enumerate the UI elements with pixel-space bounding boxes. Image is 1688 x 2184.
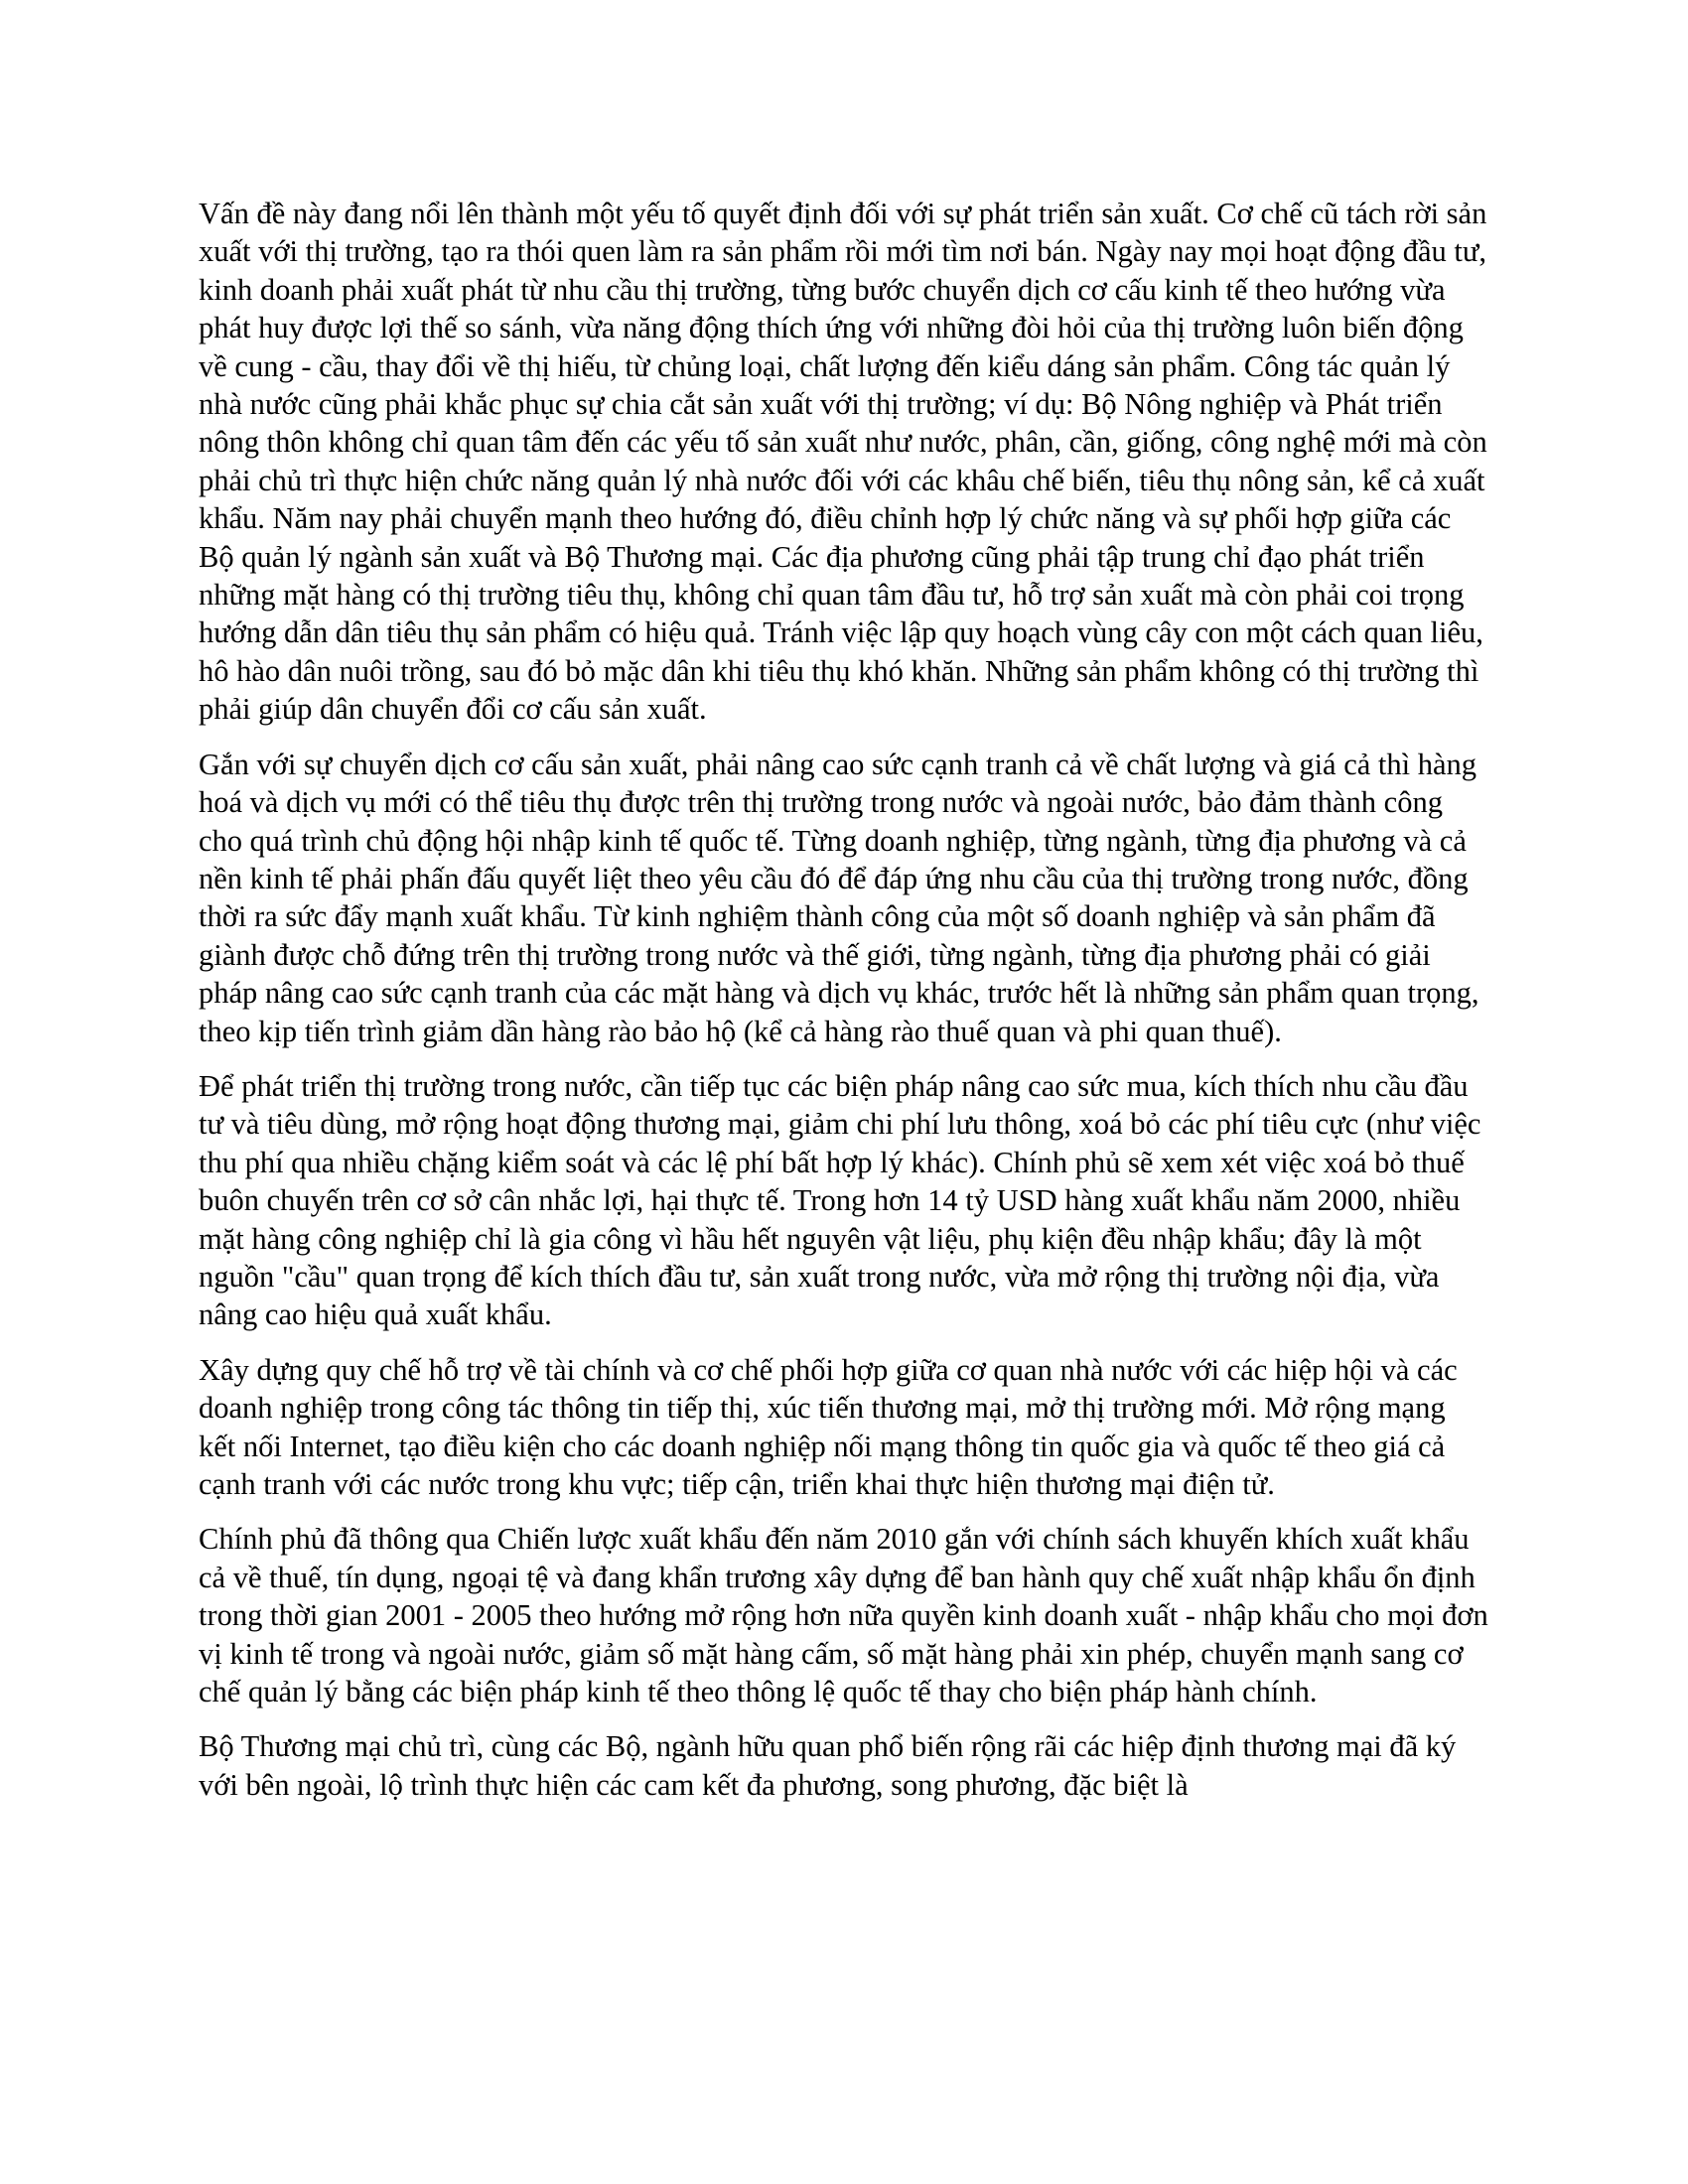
paragraph-export-strategy: Chính phủ đã thông qua Chiến lược xuất khẩu đến năm 2010 gắn với chính sách khuyến khích xuất khẩu cả về thuế, tín dụng, ngoại tệ và đang khẩn trương xây dựng để ban hành quy chế xuất nhập khẩu ổn định trong thời gian 2001 - 2005 theo hướng mở rộng hơn nữa quyền kinh doanh xuất - nhập khẩu cho mọi đơn vị kinh tế trong và ngoài nước, giảm số mặt hàng cấm, số mặt hàng phải xin phép, chuyển mạnh sang cơ chế quản lý bằng các biện pháp kinh tế theo thông lệ quốc tế thay cho biện pháp hành chính. bbox=[199, 1522, 1488, 1709]
paragraph-trade-agreements: Bộ Thương mại chủ trì, cùng các Bộ, ngành hữu quan phổ biến rộng rãi các hiệp định thương mại đã ký với bên ngoài, lộ trình thực hiện các cam kết đa phương, song phương, đặc biệt là bbox=[199, 1729, 1457, 1802]
document-body bbox=[199, 195, 1489, 1821]
paragraph-competitiveness: Gắn với sự chuyển dịch cơ cấu sản xuất, phải nâng cao sức cạnh tranh cả về chất lượng và giá cả thì hàng hoá và dịch vụ mới có thể tiêu thụ được trên thị trường trong nước và ngoài nước, bảo đảm thành công cho quá trình chủ động hội nhập kinh tế quốc tế. Từng doanh nghiệp, từng ngành, từng địa phương và cả nền kinh tế phải phấn đấu quyết liệt theo yêu cầu đó để đáp ứng nhu cầu của thị trường trong nước, đồng thời ra sức đẩy mạnh xuất khẩu. Từ kinh nghiệm thành công của một số doanh nghiệp và sản phẩm đã giành được chỗ đứng trên thị trường trong nước và thế giới, từng ngành, từng địa phương phải có giải pháp nâng cao sức cạnh tranh của các mặt hàng và dịch vụ khác, trước hết là những sản phẩm quan trọng, theo kịp tiến trình giảm dần hàng rào bảo hộ (kể cả hàng rào thuế quan và phi quan thuế). bbox=[199, 747, 1479, 1048]
paragraph-market-demand: Vấn đề này đang nổi lên thành một yếu tố quyết định đối với sự phát triển sản xuất. Cơ chế cũ tách rời sản xuất với thị trường, tạo ra thói quen làm ra sản phẩm rồi mới tìm nơi bán. Ngày nay mọi hoạt động đầu tư, kinh doanh phải xuất phát từ nhu cầu thị trường, từng bước chuyển dịch cơ cấu kinh tế theo hướng vừa phát huy được lợi thế so sánh, vừa năng động thích ứng với những đòi hỏi của thị trường luôn biến động về cung - cầu, thay đổi về thị hiếu, từ chủng loại, chất lượng đến kiểu dáng sản phẩm. Công tác quản lý nhà nước cũng phải khắc phục sự chia cắt sản xuất với thị trường; ví dụ: Bộ Nông nghiệp và Phát triển nông thôn không chỉ quan tâm đến các yếu tố sản xuất như nước, phân, cần, giống, công nghệ mới mà còn phải chủ trì thực hiện chức năng quản lý nhà nước đối với các khâu chế biến, tiêu thụ nông sản, kể cả xuất khẩu. Năm nay phải chuyển mạnh theo hướng đó, điều chỉnh hợp lý chức năng và sự phối hợp giữa các Bộ quản lý ngành sản xuất và Bộ Thương mại. Các địa phương cũng phải tập trung chỉ đạo phát triển những mặt hàng có thị trường tiêu thụ, không chỉ quan tâm đầu tư, hỗ trợ sản xuất mà còn phải coi trọng hướng dẫn dân tiêu thụ sản phẩm có hiệu quả. Tránh việc lập quy hoạch vùng cây con một cách quan liêu, hô hào dân nuôi trồng, sau đó bỏ mặc dân khi tiêu thụ khó khăn. Những sản phẩm không có thị trường thì phải giúp dân chuyển đổi cơ cấu sản xuất. bbox=[199, 197, 1487, 727]
paragraph-domestic-market: Để phát triển thị trường trong nước, cần tiếp tục các biện pháp nâng cao sức mua, kích thích nhu cầu đầu tư và tiêu dùng, mở rộng hoạt động thương mại, giảm chi phí lưu thông, xoá bỏ các phí tiêu cực (như việc thu phí qua nhiều chặng kiểm soát và các lệ phí bất hợp lý khác). Chính phủ sẽ xem xét việc xoá bỏ thuế buôn chuyến trên cơ sở cân nhắc lợi, hại thực tế. Trong hơn 14 tỷ USD hàng xuất khẩu năm 2000, nhiều mặt hàng công nghiệp chỉ là gia công vì hầu hết nguyên vật liệu, phụ kiện đều nhập khẩu; đây là một nguồn "cầu" quan trọng để kích thích đầu tư, sản xuất trong nước, vừa mở rộng thị trường nội địa, vừa nâng cao hiệu quả xuất khẩu. bbox=[199, 1068, 1481, 1332]
paragraph-trade-promotion: Xây dựng quy chế hỗ trợ về tài chính và cơ chế phối hợp giữa cơ quan nhà nước với các hiệp hội và các doanh nghiệp trong công tác thông tin tiếp thị, xúc tiến thương mại, mở thị trường mới. Mở rộng mạng kết nối Internet, tạo điều kiện cho các doanh nghiệp nối mạng thông tin quốc gia và quốc tế theo giá cả cạnh tranh với các nước trong khu vực; tiếp cận, triển khai thực hiện thương mại điện tử. bbox=[199, 1352, 1458, 1501]
